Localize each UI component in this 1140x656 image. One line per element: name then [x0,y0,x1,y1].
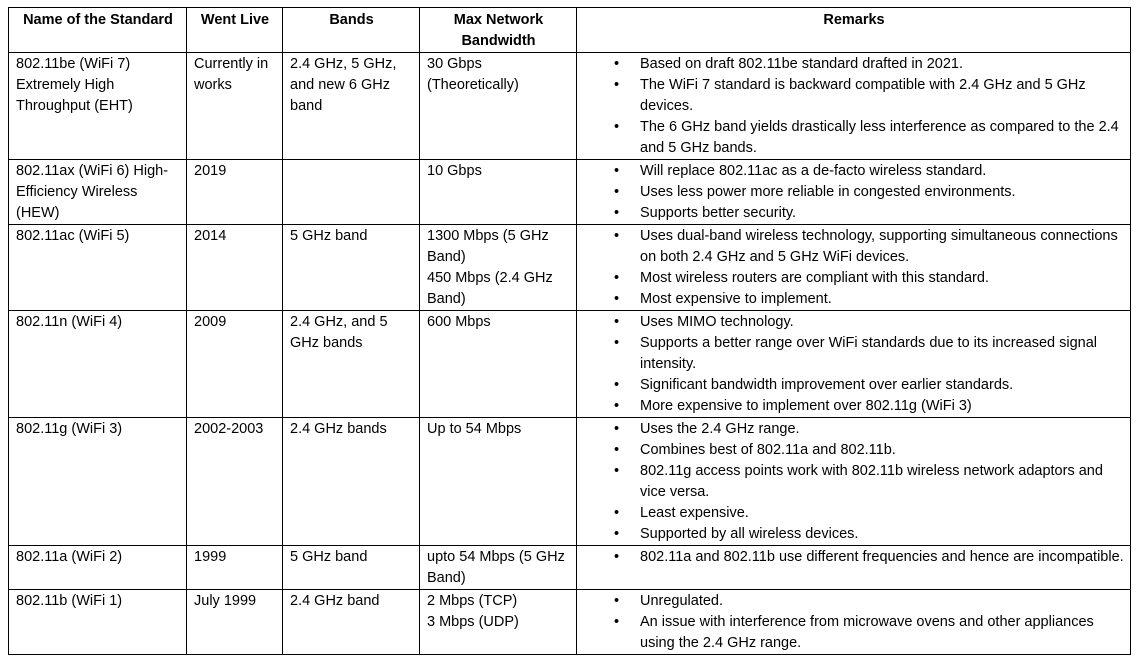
remark-item: • Supported by all wireless devices. [584,524,1124,545]
remarks-cell [577,53,1131,160]
bandwidth-value: upto 54 Mbps (5 GHz Band) [427,549,569,586]
header-remarks: Remarks [577,8,1131,53]
bandwidth-cell [420,160,577,225]
table-row [9,53,1131,160]
table-row [9,311,1131,418]
went-live-cell: 2009 [187,311,283,418]
remarks-cell [577,311,1131,418]
bandwidth-cell [420,590,577,655]
remarks-list [584,161,1124,224]
remark-item: • The WiFi 7 standard is backward compatible with 2.4 GHz and 5 GHz devices. [584,75,1124,117]
bandwidth-value: 450 Mbps (2.4 GHz Band) [427,270,557,307]
bandwidth-value: 10 Gbps [427,163,482,179]
table-row [9,590,1131,655]
standard-cell: 802.11b (WiFi 1) [9,590,187,655]
remarks-list [584,419,1124,545]
standard-cell: 802.11g (WiFi 3) [9,418,187,546]
remark-item: • Combines best of 802.11a and 802.11b. [584,440,1124,461]
bandwidth-value: 2 Mbps (TCP) [427,593,518,609]
bandwidth-cell [420,418,577,546]
remarks-cell [577,590,1131,655]
standard-cell: 802.11ac (WiFi 5) [9,225,187,311]
table-body [9,53,1131,655]
remarks-list [584,547,1124,568]
remark-item: • 802.11a and 802.11b use different frequencies and hence are incompatible. [584,547,1124,568]
table-row [9,225,1131,311]
header-bands: Bands [283,8,420,53]
remark-item: • Most expensive to implement. [584,289,1124,310]
standard-cell: 802.11a (WiFi 2) [9,546,187,590]
remark-item: • Supports better security. [584,203,1124,224]
went-live-cell: 2014 [187,225,283,311]
went-live-cell: 1999 [187,546,283,590]
remark-item: • More expensive to implement over 802.11g (WiFi 3) [584,396,1124,417]
bandwidth-value: Up to 54 Mbps [427,421,522,437]
went-live-cell: 2019 [187,160,283,225]
remark-item: • Unregulated. [584,591,1124,612]
remarks-list [584,54,1124,159]
table-header [9,8,1131,53]
bandwidth-cell [420,546,577,590]
remark-item: • 802.11g access points work with 802.11b wireless network adaptors and vice versa. [584,461,1124,503]
header-standard: Name of the Standard [9,8,187,53]
remarks-cell [577,418,1131,546]
bandwidth-value: 3 Mbps (UDP) [427,614,519,630]
bands-cell: 2.4 GHz, and 5 GHz bands [283,311,420,418]
table-row [9,160,1131,225]
bands-cell: 2.4 GHz band [283,590,420,655]
bandwidth-value: 1300 Mbps (5 GHz Band) [427,228,553,265]
remarks-list [584,591,1124,654]
remark-item: • Most wireless routers are compliant with this standard. [584,268,1124,289]
bands-cell: 5 GHz band [283,225,420,311]
header-bandwidth: Max Network Bandwidth [420,8,577,53]
remark-item: • Based on draft 802.11be standard drafted in 2021. [584,54,1124,75]
remark-item: • Will replace 802.11ac as a de-facto wireless standard. [584,161,1124,182]
remarks-cell [577,546,1131,590]
remarks-list [584,312,1124,417]
wifi-standards-table [8,7,1131,655]
remark-item: • Supports a better range over WiFi standards due to its increased signal intensity. [584,333,1124,375]
bandwidth-value: 30 Gbps (Theoretically) [427,56,519,93]
remark-item: • The 6 GHz band yields drastically less interference as compared to the 2.4 and 5 GHz bands. [584,117,1124,159]
header-row [9,8,1131,53]
went-live-cell: 2002-2003 [187,418,283,546]
bandwidth-cell [420,225,577,311]
remark-item: • Uses the 2.4 GHz range. [584,419,1124,440]
table-row [9,418,1131,546]
remarks-list [584,226,1124,310]
remark-item: • Least expensive. [584,503,1124,524]
went-live-cell: July 1999 [187,590,283,655]
standard-cell: 802.11be (WiFi 7) Extremely High Throughput (EHT) [9,53,187,160]
remarks-cell [577,160,1131,225]
standard-cell: 802.11ax (WiFi 6) High-Efficiency Wireless (HEW) [9,160,187,225]
bandwidth-value: 600 Mbps [427,314,491,330]
table-row [9,546,1131,590]
bandwidth-cell [420,311,577,418]
remark-item: • An issue with interference from microwave ovens and other appliances using the 2.4 GHz range. [584,612,1124,654]
standard-cell: 802.11n (WiFi 4) [9,311,187,418]
bands-cell: 2.4 GHz, 5 GHz, and new 6 GHz band [283,53,420,160]
remarks-cell [577,225,1131,311]
bands-cell: 5 GHz band [283,546,420,590]
remark-item: • Uses less power more reliable in congested environments. [584,182,1124,203]
remark-item: • Uses MIMO technology. [584,312,1124,333]
bands-cell: 2.4 GHz bands [283,418,420,546]
bandwidth-cell [420,53,577,160]
remark-item: • Significant bandwidth improvement over earlier standards. [584,375,1124,396]
went-live-cell: Currently in works [187,53,283,160]
header-went-live: Went Live [187,8,283,53]
bands-cell [283,160,420,225]
remark-item: • Uses dual-band wireless technology, supporting simultaneous connections on both 2.4 GHz and 5 GHz WiFi devices. [584,226,1124,268]
